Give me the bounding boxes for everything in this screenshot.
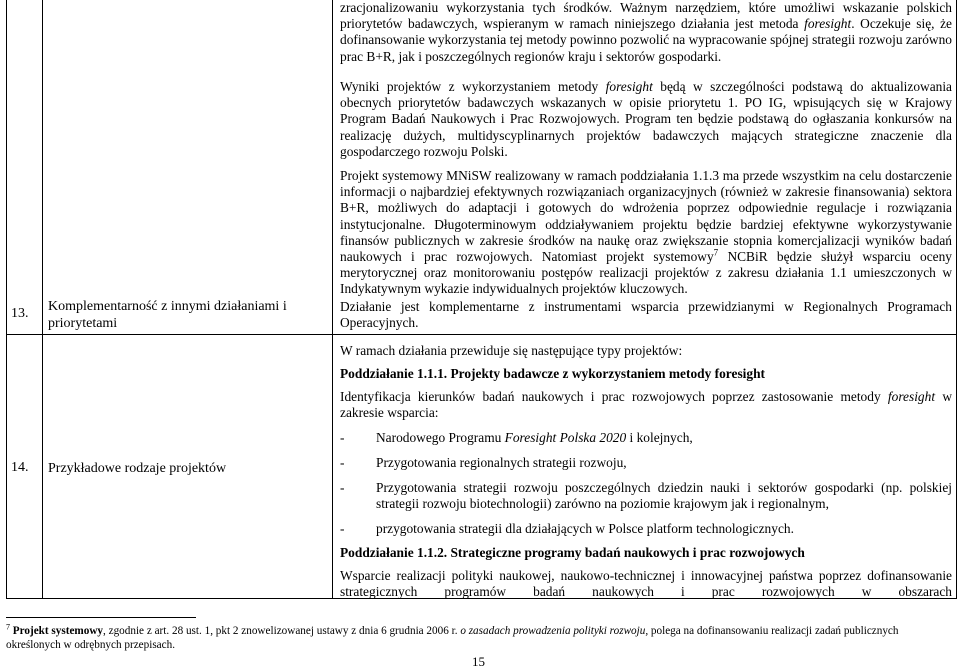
subaction-1-1-1-description: Identyfikacja kierunków badań naukowych i prac rozwojowych poprzez zastosowanie metody foresight w zakresie wsparcia: [340,389,952,421]
paragraph-system-project [340,168,952,298]
row-14-number: 14. [11,460,29,475]
page-number: 15 [472,654,485,669]
paragraph-foresight-intro: zracjonalizowaniu wykorzystania tych środków. Ważnym narzędziem, które umożliwi wskazanie polskich priorytetów badawczych, wspieranym w ramach niniejszego działania jest metoda foresight. Oczekuje się, że dofinansowanie wykorzystania tej metody powinno pozwolić na wypracowanie spójnej strategii rozwoju zarówno prac B+R, jak i poszczególnych regionów kraju i sektorów gospodarki. [340,0,952,64]
paragraph-complementarity: Działanie jest komplementarne z instrumentami wsparcia przewidzianymi w Regionalnych Programach Operacyjnych. [340,299,952,331]
table-row-divider [6,334,957,335]
list-dash: - [340,430,345,445]
list-item-text: Przygotowania strategii rozwoju poszczególnych dziedzin nauki i sektorów gospodarki (np. polskiej strategii rozwoju biotechnologii) zarówno na poziomie krajowym jak i regionalnym, [376,480,952,512]
list-dash: - [340,521,345,536]
table-right-border [956,0,957,598]
subaction-1-1-1-heading: Poddziałanie 1.1.1. Projekty badawcze z wykorzystaniem metody foresight [340,366,765,381]
footnote-text: Projekt systemowy, zgodnie z art. 28 ust. 1, pkt 2 znowelizowanej ustawy z dnia 6 grudnia 2006 r. o zasadach prowadzenia polityki rozwoju, polega na dofinansowaniu realizacji zadań publicznych określonych w odrębnych przepisach. [6,625,899,651]
footnote-separator [6,617,196,618]
footnote-mark: 7 [6,622,10,632]
row-13-title: Komplementarność z innymi działaniami i priorytetami [48,299,287,331]
subaction-1-1-2-heading: Poddziałanie 1.1.2. Strategiczne programy badań naukowych i prac rozwojowych [340,545,805,560]
project-types-intro: W ramach działania przewiduje się następujące typy projektów: [340,343,683,358]
row-13-number: 13. [11,306,29,321]
footnote-7 [6,624,952,652]
subaction-1-1-2-description: Wsparcie realizacji polityki naukowej, naukowo-technicznej i innowacyjnej państwa poprzez dofinansowanie strategicznych programów badań naukowych i prac rozwojowych w obszarach [340,568,952,600]
paragraph-foresight-results: Wyniki projektów z wykorzystaniem metody foresight będą w szczególności podstawą do aktualizowania obecnych priorytetów badawczych wskazanych w opisie priorytetu 1. PO IG, wpisujących się w Krajowy Program Badań Naukowych i Prac Rozwojowych. Program ten będzie podstawą do ogłaszania konkursów na realizację dużych, multidyscyplinarnych projektów badawczych mających strategiczne znaczenie dla gospodarczego rozwoju Polski. [340,79,952,159]
list-dash: - [340,455,345,470]
list-item-text: Przygotowania regionalnych strategii rozwoju, [376,455,627,470]
table-col2-divider [332,0,333,598]
list-dash: - [340,480,345,495]
system-project-text-2: NCBiR będzie służył wsparciu oceny merytorycznej oraz monitorowaniu postępów realizacji projektów z zakresu działania 1.1 umieszczonych w Indykatywnym wykazie indywidualnych projektów kluczowych. [340,249,952,297]
table-col1-divider [42,0,43,598]
system-project-text-1: Projekt systemowy MNiSW realizowany w ramach poddziałania 1.1.3 ma przede wszystkim na celu dostarczenie informacji o najbardziej efektywnych rozwiązaniach organizacyjnych (również w zakresie finansowania) sektora B+R, możliwych do adaptacji i gotowych do wdrożenia poprzez odpowiednie regulacje i rozwiązania instytucjonalne. Długoterminowym oddziaływaniem projektu będzie bardziej efektywne wykorzystywanie finansów publicznych w zakresie środków na naukę oraz zwiększanie stopnia komercjalizacji wyników badań naukowych i prac rozwojowych. Natomiast projekt systemowy [340,168,952,265]
row-14-title: Przykładowe rodzaje projektów [48,461,227,476]
footnote-ref-7: 7 [713,247,719,258]
list-item-text: Narodowego Programu Foresight Polska 2020 i kolejnych, [376,430,693,445]
list-item-text: przygotowania strategii dla działających w Polsce platform technologicznych. [376,521,794,536]
table-left-border [6,0,7,598]
